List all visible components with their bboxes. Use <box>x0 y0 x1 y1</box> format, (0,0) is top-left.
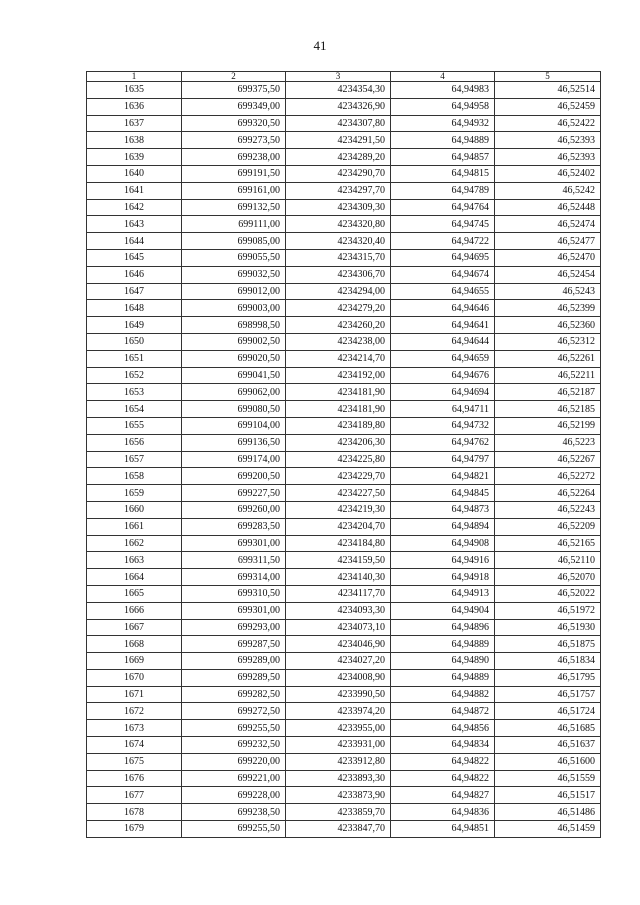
y-coordinate-cell: 4234306,70 <box>286 266 391 283</box>
x-coordinate-cell: 699080,50 <box>182 401 286 418</box>
latitude-cell: 46,5243 <box>495 283 601 300</box>
table-body <box>87 82 601 838</box>
latitude-cell: 46,52261 <box>495 350 601 367</box>
y-coordinate-cell: 4234008,90 <box>286 669 391 686</box>
x-coordinate-cell: 699272,50 <box>182 703 286 720</box>
table-row <box>87 300 601 317</box>
point-number-cell: 1665 <box>87 585 182 602</box>
point-number-cell: 1667 <box>87 619 182 636</box>
longitude-cell: 64,94932 <box>391 115 495 132</box>
header-row <box>87 72 601 82</box>
y-coordinate-cell: 4234204,70 <box>286 518 391 535</box>
latitude-cell: 46,52185 <box>495 401 601 418</box>
latitude-cell: 46,51724 <box>495 703 601 720</box>
table-row <box>87 132 601 149</box>
x-coordinate-cell: 699301,00 <box>182 535 286 552</box>
y-coordinate-cell: 4233873,90 <box>286 787 391 804</box>
longitude-cell: 64,94856 <box>391 720 495 737</box>
table-row <box>87 266 601 283</box>
latitude-cell: 46,52209 <box>495 518 601 535</box>
point-number-cell: 1676 <box>87 770 182 787</box>
table-row <box>87 804 601 821</box>
table-row <box>87 585 601 602</box>
latitude-cell: 46,51486 <box>495 804 601 821</box>
y-coordinate-cell: 4234117,70 <box>286 585 391 602</box>
point-number-cell: 1677 <box>87 787 182 804</box>
table-row <box>87 367 601 384</box>
longitude-cell: 64,94815 <box>391 165 495 182</box>
y-coordinate-cell: 4234307,80 <box>286 115 391 132</box>
table-row <box>87 401 601 418</box>
longitude-cell: 64,94676 <box>391 367 495 384</box>
latitude-cell: 46,51517 <box>495 787 601 804</box>
x-coordinate-cell: 699020,50 <box>182 350 286 367</box>
latitude-cell: 46,52474 <box>495 216 601 233</box>
point-number-cell: 1679 <box>87 821 182 838</box>
table-row <box>87 149 601 166</box>
x-coordinate-cell: 699002,50 <box>182 333 286 350</box>
y-coordinate-cell: 4234326,90 <box>286 98 391 115</box>
longitude-cell: 64,94958 <box>391 98 495 115</box>
latitude-cell: 46,52165 <box>495 535 601 552</box>
column-header-3: 3 <box>286 72 391 82</box>
y-coordinate-cell: 4234206,30 <box>286 434 391 451</box>
point-number-cell: 1646 <box>87 266 182 283</box>
x-coordinate-cell: 699104,00 <box>182 417 286 434</box>
y-coordinate-cell: 4234214,70 <box>286 350 391 367</box>
latitude-cell: 46,52422 <box>495 115 601 132</box>
coordinates-table <box>86 71 601 838</box>
table-row <box>87 703 601 720</box>
point-number-cell: 1650 <box>87 333 182 350</box>
point-number-cell: 1635 <box>87 82 182 99</box>
latitude-cell: 46,51459 <box>495 821 601 838</box>
latitude-cell: 46,52243 <box>495 501 601 518</box>
longitude-cell: 64,94822 <box>391 753 495 770</box>
table-row <box>87 451 601 468</box>
x-coordinate-cell: 699238,50 <box>182 804 286 821</box>
longitude-cell: 64,94872 <box>391 703 495 720</box>
x-coordinate-cell: 699255,50 <box>182 720 286 737</box>
longitude-cell: 64,94764 <box>391 199 495 216</box>
x-coordinate-cell: 699221,00 <box>182 770 286 787</box>
longitude-cell: 64,94873 <box>391 501 495 518</box>
x-coordinate-cell: 699220,00 <box>182 753 286 770</box>
x-coordinate-cell: 699311,50 <box>182 552 286 569</box>
longitude-cell: 64,94889 <box>391 636 495 653</box>
y-coordinate-cell: 4234140,30 <box>286 569 391 586</box>
point-number-cell: 1671 <box>87 686 182 703</box>
point-number-cell: 1670 <box>87 669 182 686</box>
table-row <box>87 317 601 334</box>
table-row <box>87 468 601 485</box>
x-coordinate-cell: 699003,00 <box>182 300 286 317</box>
longitude-cell: 64,94908 <box>391 535 495 552</box>
point-number-cell: 1673 <box>87 720 182 737</box>
latitude-cell: 46,52360 <box>495 317 601 334</box>
y-coordinate-cell: 4234315,70 <box>286 249 391 266</box>
table-row <box>87 384 601 401</box>
x-coordinate-cell: 699293,00 <box>182 619 286 636</box>
longitude-cell: 64,94889 <box>391 669 495 686</box>
point-number-cell: 1637 <box>87 115 182 132</box>
x-coordinate-cell: 699228,00 <box>182 787 286 804</box>
x-coordinate-cell: 699310,50 <box>182 585 286 602</box>
latitude-cell: 46,52448 <box>495 199 601 216</box>
table-row <box>87 233 601 250</box>
x-coordinate-cell: 699314,00 <box>182 569 286 586</box>
point-number-cell: 1652 <box>87 367 182 384</box>
y-coordinate-cell: 4233955,00 <box>286 720 391 737</box>
longitude-cell: 64,94882 <box>391 686 495 703</box>
table-row <box>87 518 601 535</box>
y-coordinate-cell: 4234279,20 <box>286 300 391 317</box>
point-number-cell: 1648 <box>87 300 182 317</box>
point-number-cell: 1658 <box>87 468 182 485</box>
x-coordinate-cell: 699273,50 <box>182 132 286 149</box>
point-number-cell: 1664 <box>87 569 182 586</box>
point-number-cell: 1644 <box>87 233 182 250</box>
table-row <box>87 98 601 115</box>
y-coordinate-cell: 4234192,00 <box>286 367 391 384</box>
x-coordinate-cell: 699375,50 <box>182 82 286 99</box>
y-coordinate-cell: 4234181,90 <box>286 401 391 418</box>
latitude-cell: 46,51795 <box>495 669 601 686</box>
y-coordinate-cell: 4234320,80 <box>286 216 391 233</box>
x-coordinate-cell: 699136,50 <box>182 434 286 451</box>
longitude-cell: 64,94916 <box>391 552 495 569</box>
y-coordinate-cell: 4234309,30 <box>286 199 391 216</box>
point-number-cell: 1678 <box>87 804 182 821</box>
point-number-cell: 1655 <box>87 417 182 434</box>
latitude-cell: 46,51834 <box>495 653 601 670</box>
y-coordinate-cell: 4234260,20 <box>286 317 391 334</box>
table-row <box>87 737 601 754</box>
latitude-cell: 46,52272 <box>495 468 601 485</box>
y-coordinate-cell: 4234181,90 <box>286 384 391 401</box>
table-row <box>87 753 601 770</box>
y-coordinate-cell: 4233847,70 <box>286 821 391 838</box>
latitude-cell: 46,52187 <box>495 384 601 401</box>
x-coordinate-cell: 699227,50 <box>182 485 286 502</box>
latitude-cell: 46,51600 <box>495 753 601 770</box>
latitude-cell: 46,52514 <box>495 82 601 99</box>
table-row <box>87 619 601 636</box>
y-coordinate-cell: 4233990,50 <box>286 686 391 703</box>
point-number-cell: 1659 <box>87 485 182 502</box>
table-row <box>87 602 601 619</box>
x-coordinate-cell: 699132,50 <box>182 199 286 216</box>
longitude-cell: 64,94732 <box>391 417 495 434</box>
point-number-cell: 1651 <box>87 350 182 367</box>
table-row <box>87 350 601 367</box>
y-coordinate-cell: 4234229,70 <box>286 468 391 485</box>
table-row <box>87 686 601 703</box>
table-row <box>87 199 601 216</box>
x-coordinate-cell: 699287,50 <box>182 636 286 653</box>
latitude-cell: 46,52402 <box>495 165 601 182</box>
y-coordinate-cell: 4233859,70 <box>286 804 391 821</box>
y-coordinate-cell: 4234294,00 <box>286 283 391 300</box>
table-row <box>87 182 601 199</box>
y-coordinate-cell: 4234290,70 <box>286 165 391 182</box>
table-header <box>87 72 601 82</box>
point-number-cell: 1675 <box>87 753 182 770</box>
table-row <box>87 82 601 99</box>
table-row <box>87 115 601 132</box>
point-number-cell: 1663 <box>87 552 182 569</box>
table-row <box>87 720 601 737</box>
x-coordinate-cell: 699283,50 <box>182 518 286 535</box>
y-coordinate-cell: 4234289,20 <box>286 149 391 166</box>
point-number-cell: 1666 <box>87 602 182 619</box>
point-number-cell: 1657 <box>87 451 182 468</box>
table-row <box>87 485 601 502</box>
point-number-cell: 1654 <box>87 401 182 418</box>
y-coordinate-cell: 4234184,80 <box>286 535 391 552</box>
y-coordinate-cell: 4234238,00 <box>286 333 391 350</box>
x-coordinate-cell: 699289,00 <box>182 653 286 670</box>
longitude-cell: 64,94644 <box>391 333 495 350</box>
point-number-cell: 1674 <box>87 737 182 754</box>
point-number-cell: 1639 <box>87 149 182 166</box>
latitude-cell: 46,52470 <box>495 249 601 266</box>
x-coordinate-cell: 698998,50 <box>182 317 286 334</box>
point-number-cell: 1645 <box>87 249 182 266</box>
y-coordinate-cell: 4234219,30 <box>286 501 391 518</box>
point-number-cell: 1661 <box>87 518 182 535</box>
y-coordinate-cell: 4233974,20 <box>286 703 391 720</box>
x-coordinate-cell: 699174,00 <box>182 451 286 468</box>
x-coordinate-cell: 699032,50 <box>182 266 286 283</box>
y-coordinate-cell: 4234320,40 <box>286 233 391 250</box>
longitude-cell: 64,94695 <box>391 249 495 266</box>
x-coordinate-cell: 699282,50 <box>182 686 286 703</box>
x-coordinate-cell: 699055,50 <box>182 249 286 266</box>
point-number-cell: 1668 <box>87 636 182 653</box>
latitude-cell: 46,52393 <box>495 132 601 149</box>
x-coordinate-cell: 699232,50 <box>182 737 286 754</box>
table-row <box>87 333 601 350</box>
table-row <box>87 283 601 300</box>
latitude-cell: 46,51757 <box>495 686 601 703</box>
latitude-cell: 46,51972 <box>495 602 601 619</box>
longitude-cell: 64,94834 <box>391 737 495 754</box>
latitude-cell: 46,51930 <box>495 619 601 636</box>
x-coordinate-cell: 699041,50 <box>182 367 286 384</box>
table-row <box>87 249 601 266</box>
x-coordinate-cell: 699062,00 <box>182 384 286 401</box>
longitude-cell: 64,94890 <box>391 653 495 670</box>
x-coordinate-cell: 699320,50 <box>182 115 286 132</box>
y-coordinate-cell: 4234046,90 <box>286 636 391 653</box>
point-number-cell: 1656 <box>87 434 182 451</box>
point-number-cell: 1669 <box>87 653 182 670</box>
longitude-cell: 64,94857 <box>391 149 495 166</box>
longitude-cell: 64,94913 <box>391 585 495 602</box>
latitude-cell: 46,52459 <box>495 98 601 115</box>
point-number-cell: 1653 <box>87 384 182 401</box>
x-coordinate-cell: 699085,00 <box>182 233 286 250</box>
page-number: 41 <box>313 38 327 53</box>
latitude-cell: 46,51875 <box>495 636 601 653</box>
y-coordinate-cell: 4234354,30 <box>286 82 391 99</box>
y-coordinate-cell: 4234297,70 <box>286 182 391 199</box>
table-row <box>87 821 601 838</box>
y-coordinate-cell: 4234189,80 <box>286 417 391 434</box>
table-row <box>87 636 601 653</box>
x-coordinate-cell: 699200,50 <box>182 468 286 485</box>
latitude-cell: 46,52312 <box>495 333 601 350</box>
longitude-cell: 64,94836 <box>391 804 495 821</box>
latitude-cell: 46,51559 <box>495 770 601 787</box>
table-row <box>87 535 601 552</box>
longitude-cell: 64,94789 <box>391 182 495 199</box>
column-header-4: 4 <box>391 72 495 82</box>
column-header-1: 1 <box>87 72 182 82</box>
point-number-cell: 1643 <box>87 216 182 233</box>
table-row <box>87 653 601 670</box>
x-coordinate-cell: 699301,00 <box>182 602 286 619</box>
x-coordinate-cell: 699349,00 <box>182 98 286 115</box>
x-coordinate-cell: 699289,50 <box>182 669 286 686</box>
latitude-cell: 46,5223 <box>495 434 601 451</box>
y-coordinate-cell: 4234027,20 <box>286 653 391 670</box>
point-number-cell: 1642 <box>87 199 182 216</box>
table-row <box>87 434 601 451</box>
table-row <box>87 770 601 787</box>
longitude-cell: 64,94821 <box>391 468 495 485</box>
point-number-cell: 1660 <box>87 501 182 518</box>
longitude-cell: 64,94904 <box>391 602 495 619</box>
table-row <box>87 501 601 518</box>
x-coordinate-cell: 699255,50 <box>182 821 286 838</box>
longitude-cell: 64,94659 <box>391 350 495 367</box>
point-number-cell: 1640 <box>87 165 182 182</box>
longitude-cell: 64,94896 <box>391 619 495 636</box>
latitude-cell: 46,5242 <box>495 182 601 199</box>
table-row <box>87 216 601 233</box>
longitude-cell: 64,94889 <box>391 132 495 149</box>
table-row <box>87 552 601 569</box>
longitude-cell: 64,94655 <box>391 283 495 300</box>
longitude-cell: 64,94694 <box>391 384 495 401</box>
longitude-cell: 64,94822 <box>391 770 495 787</box>
latitude-cell: 46,51685 <box>495 720 601 737</box>
column-header-5: 5 <box>495 72 601 82</box>
longitude-cell: 64,94711 <box>391 401 495 418</box>
x-coordinate-cell: 699111,00 <box>182 216 286 233</box>
latitude-cell: 46,52211 <box>495 367 601 384</box>
y-coordinate-cell: 4233893,30 <box>286 770 391 787</box>
y-coordinate-cell: 4234227,50 <box>286 485 391 502</box>
latitude-cell: 46,52454 <box>495 266 601 283</box>
latitude-cell: 46,51637 <box>495 737 601 754</box>
longitude-cell: 64,94827 <box>391 787 495 804</box>
latitude-cell: 46,52399 <box>495 300 601 317</box>
longitude-cell: 64,94745 <box>391 216 495 233</box>
table-row <box>87 569 601 586</box>
point-number-cell: 1662 <box>87 535 182 552</box>
longitude-cell: 64,94918 <box>391 569 495 586</box>
latitude-cell: 46,52477 <box>495 233 601 250</box>
y-coordinate-cell: 4234291,50 <box>286 132 391 149</box>
table-row <box>87 165 601 182</box>
latitude-cell: 46,52264 <box>495 485 601 502</box>
longitude-cell: 64,94641 <box>391 317 495 334</box>
latitude-cell: 46,52199 <box>495 417 601 434</box>
point-number-cell: 1638 <box>87 132 182 149</box>
latitude-cell: 46,52022 <box>495 585 601 602</box>
latitude-cell: 46,52393 <box>495 149 601 166</box>
point-number-cell: 1672 <box>87 703 182 720</box>
longitude-cell: 64,94851 <box>391 821 495 838</box>
x-coordinate-cell: 699161,00 <box>182 182 286 199</box>
point-number-cell: 1641 <box>87 182 182 199</box>
x-coordinate-cell: 699012,00 <box>182 283 286 300</box>
table-row <box>87 787 601 804</box>
longitude-cell: 64,94894 <box>391 518 495 535</box>
latitude-cell: 46,52110 <box>495 552 601 569</box>
y-coordinate-cell: 4234159,50 <box>286 552 391 569</box>
point-number-cell: 1647 <box>87 283 182 300</box>
column-header-2: 2 <box>182 72 286 82</box>
latitude-cell: 46,52267 <box>495 451 601 468</box>
longitude-cell: 64,94674 <box>391 266 495 283</box>
point-number-cell: 1649 <box>87 317 182 334</box>
point-number-cell: 1636 <box>87 98 182 115</box>
latitude-cell: 46,52070 <box>495 569 601 586</box>
table-row <box>87 417 601 434</box>
y-coordinate-cell: 4234073,10 <box>286 619 391 636</box>
longitude-cell: 64,94983 <box>391 82 495 99</box>
table-row <box>87 669 601 686</box>
longitude-cell: 64,94646 <box>391 300 495 317</box>
x-coordinate-cell: 699238,00 <box>182 149 286 166</box>
longitude-cell: 64,94797 <box>391 451 495 468</box>
y-coordinate-cell: 4234225,80 <box>286 451 391 468</box>
y-coordinate-cell: 4234093,30 <box>286 602 391 619</box>
y-coordinate-cell: 4233912,80 <box>286 753 391 770</box>
x-coordinate-cell: 699191,50 <box>182 165 286 182</box>
longitude-cell: 64,94722 <box>391 233 495 250</box>
y-coordinate-cell: 4233931,00 <box>286 737 391 754</box>
x-coordinate-cell: 699260,00 <box>182 501 286 518</box>
longitude-cell: 64,94845 <box>391 485 495 502</box>
longitude-cell: 64,94762 <box>391 434 495 451</box>
